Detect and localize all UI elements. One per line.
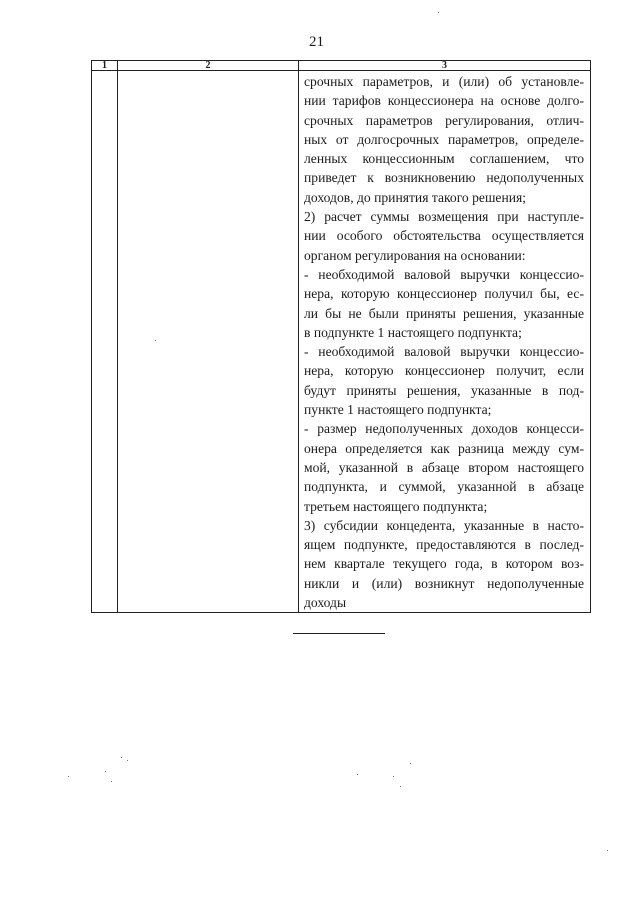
scan-speck	[105, 771, 106, 772]
text-line: нера, которую концессионер получил бы, ес-	[304, 286, 584, 302]
text-line: пункте 1 настоящего подпункта;	[304, 402, 492, 418]
text-line: приведет к возникновению недополученных	[304, 170, 584, 186]
column-header-2: 2	[118, 61, 299, 71]
text-line: нем квартале текущего года, в котором воз-	[304, 556, 584, 572]
column-1-cell	[92, 71, 118, 613]
document-table	[91, 60, 591, 613]
text-line: 2) расчет суммы возмещения при наступле-	[304, 209, 584, 225]
scan-speck	[438, 12, 439, 13]
scan-speck	[607, 850, 608, 851]
column-3-text-cell	[299, 71, 591, 613]
text-line: доходов, до принятия такого решения;	[304, 189, 527, 205]
text-line: третьем настоящего подпункта;	[304, 498, 488, 514]
text-line: ящем подпункте, предоставляются в послед-	[304, 537, 584, 553]
text-line: онера определяется как разница между сум-	[304, 440, 584, 456]
column-2-cell	[118, 71, 299, 613]
text-line: ленных концессионным соглашением, что	[304, 151, 584, 167]
text-line: никли и (или) возникнут недополученные	[304, 575, 584, 591]
text-line: в подпункте 1 настоящего подпункта;	[304, 324, 522, 340]
text-line: срочных параметров регулирования, отлич-	[304, 112, 584, 128]
scan-speck	[357, 774, 358, 775]
scan-speck	[121, 757, 122, 758]
text-line: 3) субсидии концедента, указанные в насто-	[304, 517, 584, 533]
scan-speck	[400, 786, 401, 787]
text-line: нии особого обстоятельства осуществляется	[304, 228, 584, 244]
scan-speck	[111, 781, 112, 782]
text-line: - необходимой валовой выручки концессио-	[304, 344, 584, 360]
scan-speck	[127, 760, 128, 761]
scan-speck	[393, 776, 394, 777]
text-line: нера, которую концессионер получит, если	[304, 363, 584, 379]
text-line: ных от долгосрочных параметров, определе-	[304, 131, 584, 147]
text-line: - необходимой валовой выручки концессио-	[304, 266, 584, 282]
text-line: срочных параметров, и (или) об установле-	[304, 74, 584, 89]
text-line: мой, указанной в абзаце втором настоящего	[304, 459, 584, 475]
text-line: доходы	[304, 595, 347, 611]
text-line: будут приняты решения, указанные в под-	[304, 382, 584, 398]
text-line: - размер недополученных доходов концесси-	[304, 421, 584, 437]
text-line: подпункта, и суммой, указанной в абзаце	[304, 479, 584, 495]
column-header-1: 1	[92, 61, 118, 71]
page-number: 21	[309, 34, 324, 50]
column-header-3: 3	[299, 61, 591, 71]
scan-speck	[68, 776, 69, 777]
table-row	[92, 71, 591, 613]
scan-speck	[155, 340, 156, 341]
text-line: ли бы не были приняты решения, указанные	[304, 305, 584, 321]
table-header-row	[92, 61, 591, 71]
section-separator-line	[293, 633, 385, 634]
scan-speck	[410, 763, 411, 764]
text-line: органом регулирования на основании:	[304, 247, 526, 263]
text-line: нии тарифов концессионера на основе долго-	[304, 93, 584, 109]
